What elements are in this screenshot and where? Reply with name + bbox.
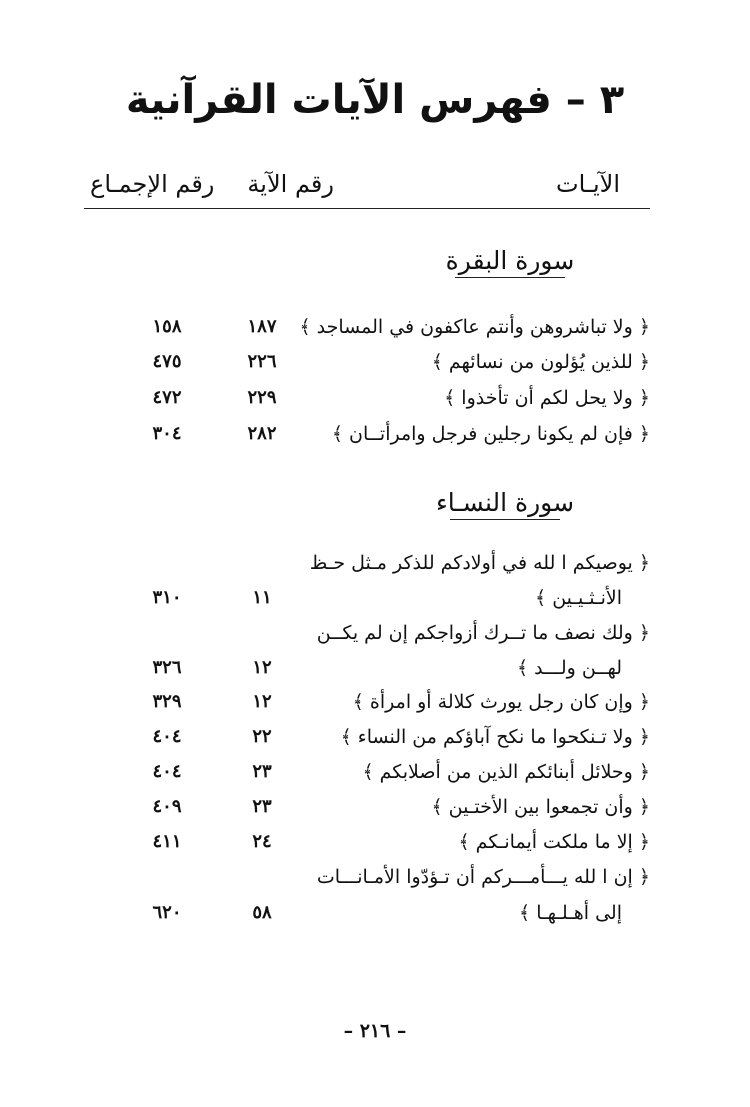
verse-text: ﴿ للذين يُؤلون من نسائهم ﴾ [431, 351, 650, 373]
surah-underline [455, 277, 565, 278]
ijma-number: ٤١١ [152, 831, 182, 852]
verse-text: ﴿ وحلائل أبنائكم الذين من أصلابكم ﴾ [362, 761, 650, 783]
table-row [84, 758, 650, 786]
table-row [84, 549, 650, 577]
table-row [84, 384, 650, 412]
ayah-number: ١١ [252, 587, 272, 608]
surah-title: سورة النسـاء [435, 488, 575, 517]
surah-underline [450, 519, 560, 520]
table-row [84, 420, 650, 448]
ayah-number: ٢٤ [252, 831, 272, 852]
ijma-number: ٤٧٥ [152, 351, 182, 372]
page-title: ٣ – فهرس الآيات القرآنية [125, 77, 625, 123]
table-header [84, 168, 650, 209]
ayah-number: ٥٨ [252, 902, 272, 923]
verse-text: ﴿ إلا ما ملكت أيمانـكم ﴾ [458, 831, 650, 853]
verse-text: لهــن ولـــد ﴾ [517, 657, 622, 679]
table-row [84, 793, 650, 821]
ijma-number: ٤٠٩ [152, 796, 182, 817]
ijma-number: ٦٢٠ [152, 902, 182, 923]
page-number: – ٢١٦ – [343, 1020, 407, 1042]
table-row [84, 723, 650, 751]
table-row [84, 348, 650, 376]
ayah-number: ٢٢٩ [247, 387, 277, 408]
column-header-verses: الآيـات [556, 170, 620, 198]
ijma-number: ٣١٠ [152, 587, 182, 608]
table-row [84, 584, 650, 612]
table-row [84, 828, 650, 856]
ayah-number: ٢٣ [252, 761, 272, 782]
verse-text: ﴿ وإن كان رجل يورث كلالة أو امرأة ﴾ [352, 691, 650, 713]
surah-title: سورة البقرة [445, 246, 575, 275]
column-header-ijma-number: رقم الإجمـاع [90, 170, 215, 198]
verse-text: ﴿ يوصيكم ا لله في أولادكم للذكر مـثل حـظ [309, 552, 650, 574]
ijma-number: ١٥٨ [152, 316, 182, 337]
table-row [84, 619, 650, 647]
verse-text: ﴿ ولا تـنكحوا ما نكح آباؤكم من النساء ﴾ [340, 726, 650, 748]
verse-text: ﴿ إن ا لله يـــأمـــركم أن تـؤدّوا الأمـانـــات [316, 866, 650, 888]
ayah-number: ١٨٧ [247, 316, 277, 337]
column-header-ayah-number: رقم الآية [247, 170, 334, 198]
ijma-number: ٤٠٤ [152, 761, 182, 782]
verse-text: الأنـثـيـين ﴾ [535, 587, 622, 609]
ayah-number: ٢٢٦ [247, 351, 277, 372]
table-row [84, 863, 650, 891]
ijma-number: ٤٠٤ [152, 726, 182, 747]
table-row [84, 899, 650, 927]
verse-text: ﴿ ولا يحل لكم أن تأخذوا ﴾ [444, 387, 650, 409]
ijma-number: ٤٧٢ [152, 387, 182, 408]
ijma-number: ٣٢٦ [152, 657, 182, 678]
ayah-number: ١٢ [252, 657, 272, 678]
table-row [84, 654, 650, 682]
table-row [84, 688, 650, 716]
ijma-number: ٣٠٤ [152, 423, 182, 444]
verse-text: ﴿ ولك نصف ما تــرك أزواجكم إن لم يكــن [316, 622, 650, 644]
verse-text: ﴿ وأن تجمعوا بين الأختـين ﴾ [431, 796, 650, 818]
surah-heading-baqarah [410, 246, 610, 278]
ijma-number: ٣٢٩ [152, 691, 182, 712]
surah-heading-nisa [405, 488, 605, 520]
verse-text: إلى أهـلـهـا ﴾ [519, 902, 622, 924]
ayah-number: ٢٣ [252, 796, 272, 817]
ayah-number: ٢٢ [252, 726, 272, 747]
table-row [84, 313, 650, 341]
ayah-number: ٢٨٢ [247, 423, 277, 444]
ayah-number: ١٢ [252, 691, 272, 712]
verse-text: ﴿ فإن لم يكونا رجلين فرجل وامرأتــان ﴾ [331, 423, 650, 445]
verse-text: ﴿ ولا تباشروهن وأنتم عاكفون في المساجد ﴾ [299, 316, 650, 338]
